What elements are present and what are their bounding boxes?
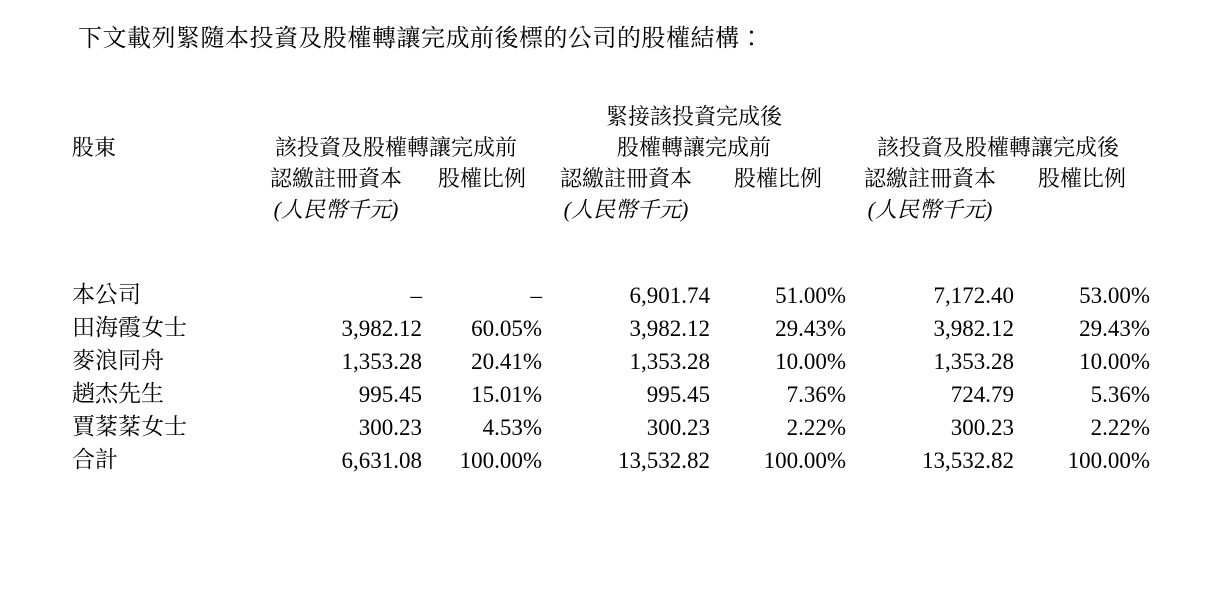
- header-before-ratio: 股權比例: [437, 166, 526, 191]
- intro-paragraph: 下文載列緊隨本投資及股權轉讓完成前後標的公司的股權結構：: [78, 26, 764, 52]
- row-mid-capital: 300.23: [646, 415, 710, 440]
- row-after-ratio: 5.36%: [1090, 382, 1150, 407]
- header-unit-spacer-1: [422, 193, 542, 224]
- total-mid-ratio: 100.00%: [763, 448, 846, 473]
- row-mid-ratio: 10.00%: [775, 349, 846, 374]
- row-before-ratio: 60.05%: [471, 316, 542, 341]
- header-unit-spacer-3: [1014, 193, 1150, 224]
- row-before-capital: 1,353.28: [341, 349, 422, 374]
- row-after-ratio: 2.22%: [1090, 415, 1150, 440]
- header-middle-line2: 股權轉讓完成前: [616, 135, 771, 160]
- row-name: 麥浪同舟: [72, 348, 164, 373]
- row-after-capital: 3,982.12: [933, 316, 1014, 341]
- row-before-capital: 995.45: [358, 382, 422, 407]
- row-after-ratio: 10.00%: [1079, 349, 1150, 374]
- row-after-capital: 724.79: [950, 382, 1014, 407]
- row-mid-capital: 995.45: [646, 382, 710, 407]
- header-after-unit: (人民幣千元): [867, 197, 993, 222]
- row-mid-ratio: 7.36%: [786, 382, 846, 407]
- shareholding-structure-table: [72, 100, 1150, 474]
- table-total-row: [72, 441, 1150, 474]
- row-name: 賈棻棻女士: [72, 414, 187, 439]
- header-mid-ratio: 股權比例: [733, 166, 822, 191]
- row-mid-capital: 1,353.28: [629, 349, 710, 374]
- table-row: [72, 276, 1150, 309]
- header-unit-spacer: [72, 193, 250, 224]
- header-spacer-after: [846, 100, 1150, 131]
- row-after-capital: 1,353.28: [933, 349, 1014, 374]
- header-before-group: 該投資及股權轉讓完成前: [274, 135, 517, 160]
- row-before-capital: 300.23: [358, 415, 422, 440]
- row-name: 趙杰先生: [72, 381, 164, 406]
- header-before-unit: (人民幣千元): [273, 197, 399, 222]
- row-after-ratio: 53.00%: [1079, 283, 1150, 308]
- header-before-capital: 認繳註冊資本: [269, 166, 402, 191]
- row-name: 本公司: [72, 282, 141, 307]
- header-after-capital: 認繳註冊資本: [863, 166, 996, 191]
- header-unit-spacer-2: [710, 193, 846, 224]
- table-header-unit-row: [72, 193, 1150, 224]
- table-header-sub-row: [72, 162, 1150, 193]
- row-before-ratio: 20.41%: [471, 349, 542, 374]
- table-row: [72, 375, 1150, 408]
- row-before-capital: 3,982.12: [341, 316, 422, 341]
- header-mid-capital: 認繳註冊資本: [559, 166, 692, 191]
- row-mid-ratio: 2.22%: [786, 415, 846, 440]
- total-mid-capital: 13,532.82: [618, 448, 710, 473]
- row-before-ratio: 15.01%: [471, 382, 542, 407]
- row-before-ratio: 4.53%: [482, 415, 542, 440]
- total-after-capital: 13,532.82: [922, 448, 1014, 473]
- row-mid-capital: 6,901.74: [629, 283, 710, 308]
- header-sub-spacer: [72, 162, 250, 193]
- header-after-ratio: 股權比例: [1037, 166, 1126, 191]
- table-row: [72, 342, 1150, 375]
- row-mid-ratio: 51.00%: [775, 283, 846, 308]
- header-middle-line1: 緊接該投資完成後: [605, 104, 782, 129]
- total-label: 合計: [72, 447, 118, 472]
- table-row: [72, 408, 1150, 441]
- table-spacer-cell: [72, 224, 1150, 276]
- row-after-capital: 300.23: [950, 415, 1014, 440]
- row-mid-capital: 3,982.12: [629, 316, 710, 341]
- header-mid-unit: (人民幣千元): [563, 197, 689, 222]
- row-before-capital: –: [410, 283, 422, 308]
- total-before-capital: 6,631.08: [341, 448, 422, 473]
- header-spacer-0: [72, 100, 250, 131]
- header-shareholder: 股東: [72, 135, 117, 160]
- table-spacer-row: [72, 224, 1150, 276]
- row-name: 田海霞女士: [72, 315, 187, 340]
- row-after-capital: 7,172.40: [933, 283, 1014, 308]
- header-spacer-before: [250, 100, 542, 131]
- row-after-ratio: 29.43%: [1079, 316, 1150, 341]
- header-after-group: 該投資及股權轉讓完成後: [876, 135, 1119, 160]
- total-after-ratio: 100.00%: [1067, 448, 1150, 473]
- row-mid-ratio: 29.43%: [775, 316, 846, 341]
- row-before-ratio: –: [530, 283, 542, 308]
- table-header-group-row: [72, 131, 1150, 162]
- table-header-group-top: [72, 100, 1150, 131]
- table-row: [72, 309, 1150, 342]
- total-before-ratio: 100.00%: [459, 448, 542, 473]
